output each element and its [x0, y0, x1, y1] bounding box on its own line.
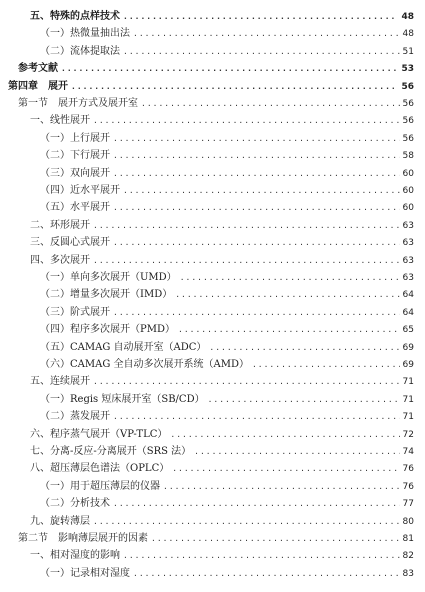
toc-entry-page-number: 82 — [402, 551, 414, 562]
dot-leader — [208, 392, 400, 408]
toc-entry — [30, 427, 414, 443]
dot-leader — [113, 131, 400, 147]
toc-entry — [8, 79, 414, 95]
toc-entry-title: （一）记录相对湿度 — [40, 567, 130, 579]
dot-leader — [61, 61, 398, 77]
toc-entry-page-number: 71 — [402, 394, 414, 405]
toc-entry-page-number: 56 — [402, 116, 414, 127]
toc-entry-title: 一、相对湿度的影响 — [30, 550, 120, 562]
toc-entry-page-number: 69 — [402, 342, 414, 353]
toc-entry-page-number: 60 — [402, 168, 414, 179]
toc-entry-page-number: 56 — [402, 99, 414, 109]
toc-entry-title: 五、连续展开 — [30, 376, 90, 388]
toc-entry — [40, 322, 414, 338]
toc-entry — [30, 514, 414, 530]
toc-entry-title: （二）下行展开 — [40, 150, 110, 162]
toc-entry-title: （三）双向展开 — [40, 167, 110, 179]
toc-entry-page-number: 69 — [402, 360, 414, 370]
dot-leader — [113, 496, 400, 512]
toc-entry — [18, 531, 414, 547]
toc-entry-title: （五）水平展开 — [40, 202, 110, 214]
dot-leader — [123, 44, 400, 60]
toc-entry — [40, 392, 414, 408]
toc-entry-title: （一）单向多次展开（UMD） — [40, 272, 177, 283]
toc-entry-page-number: 58 — [402, 151, 414, 162]
dot-leader — [93, 113, 400, 129]
dot-leader — [175, 287, 399, 303]
toc-entry-title: （一）Regis 短床展开室（SB/CD） — [40, 393, 205, 405]
dot-leader — [178, 322, 400, 338]
toc-entry — [40, 566, 414, 582]
dot-leader — [180, 270, 400, 286]
toc-entry-title: 五、特殊的点样技术 — [30, 11, 120, 22]
toc-entry — [40, 200, 414, 216]
toc-entry — [40, 44, 414, 60]
toc-entry-page-number: 60 — [402, 186, 414, 196]
toc-entry — [30, 113, 414, 129]
toc-entry-title: 八、超压薄层色谱法（OPLC） — [30, 463, 170, 475]
toc-entry — [40, 357, 414, 373]
toc-entry — [30, 548, 414, 564]
toc-entry-title: 七、分离-反应-分离展开（SRS 法） — [30, 446, 192, 457]
toc-entry-title: 第二节 影响薄层展开的因素 — [18, 533, 148, 544]
toc-entry-title: （一）上行展开 — [40, 132, 110, 144]
toc-entry-title: 二、环形展开 — [30, 219, 90, 231]
dot-leader — [194, 444, 399, 460]
toc-entry-page-number: 63 — [402, 220, 414, 231]
toc-entry-page-number: 77 — [402, 499, 414, 510]
dot-leader — [93, 514, 400, 530]
toc-entry — [40, 340, 414, 356]
toc-entry-page-number: 56 — [402, 133, 414, 144]
dot-leader — [252, 357, 400, 373]
toc-entry — [30, 444, 414, 460]
toc-entry-page-number: 56 — [401, 81, 414, 92]
toc-entry-title: 第四章 展开 — [8, 80, 68, 92]
toc-entry-page-number: 65 — [402, 325, 414, 336]
toc-entry — [40, 183, 414, 199]
toc-entry-title: 四、多次展开 — [30, 254, 90, 266]
toc-entry-page-number: 72 — [402, 429, 414, 440]
toc-entry-title: （二）蒸发展开 — [40, 411, 110, 423]
toc-entry — [18, 61, 414, 77]
toc-entry — [30, 235, 414, 251]
dot-leader — [113, 166, 400, 182]
dot-leader — [113, 200, 400, 216]
toc-entry-page-number: 64 — [402, 307, 414, 318]
toc-entry — [30, 253, 414, 269]
toc-entry — [40, 496, 414, 512]
toc-entry — [30, 461, 414, 477]
dot-leader — [209, 340, 399, 356]
dot-leader — [123, 548, 400, 564]
toc-entry-title: 九、旋转薄层 — [30, 515, 90, 527]
dot-leader — [170, 427, 399, 443]
dot-leader — [151, 531, 400, 547]
toc-entry-title: （二）分析技术 — [40, 498, 110, 510]
toc-entry-page-number: 74 — [402, 447, 414, 457]
toc-entry-title: （一）热微量抽出法 — [40, 28, 130, 40]
dot-leader — [113, 235, 400, 251]
dot-leader — [113, 409, 400, 425]
toc-entry-title: （三）阶式展开 — [40, 306, 110, 318]
toc-entry — [40, 270, 414, 286]
toc-entry — [40, 166, 414, 182]
toc-entry — [40, 148, 414, 164]
toc-entry-title: （二）增量多次展开（IMD） — [40, 289, 173, 301]
toc-entry-title: （一）用于超压薄层的仪器 — [40, 480, 160, 492]
dot-leader — [163, 479, 400, 495]
toc-entry — [40, 409, 414, 425]
toc-entry-title: 六、程序蒸气展开（VP-TLC） — [30, 428, 168, 440]
dot-leader — [113, 148, 400, 164]
toc-entry-page-number: 76 — [402, 464, 414, 475]
toc-entry-page-number: 51 — [402, 46, 414, 57]
dot-leader — [133, 26, 400, 42]
toc-entry-page-number: 76 — [402, 481, 414, 492]
toc-entry — [40, 26, 414, 42]
toc-entry-page-number: 60 — [402, 203, 414, 214]
toc-entry-title: （四）程序多次展开（PMD） — [40, 324, 175, 336]
toc-entry-title: （四）近水平展开 — [40, 185, 120, 196]
dot-leader — [93, 253, 400, 269]
toc-entry — [40, 287, 414, 303]
dot-leader — [93, 374, 400, 390]
toc-entry — [40, 131, 414, 147]
toc-entry — [30, 218, 414, 234]
toc-entry-page-number: 63 — [402, 273, 414, 283]
toc-entry-page-number: 48 — [402, 29, 414, 40]
toc-entry-page-number: 64 — [402, 290, 414, 301]
toc-entry-page-number: 71 — [402, 377, 414, 388]
toc-entry — [18, 96, 414, 112]
toc-entry — [30, 374, 414, 390]
toc-entry — [40, 479, 414, 495]
dot-leader — [71, 79, 398, 95]
toc-entry-page-number: 83 — [402, 568, 414, 579]
dot-leader — [113, 305, 400, 321]
toc-entry — [30, 9, 414, 25]
toc-entry-title: 一、线性展开 — [30, 115, 90, 127]
toc-entry-page-number: 71 — [402, 412, 414, 423]
toc-entry-title: （五）CAMAG 自动展开室（ADC） — [40, 341, 207, 353]
dot-leader — [172, 461, 399, 477]
dot-leader — [123, 9, 398, 25]
toc-entry-title: 三、反圆心式展开 — [30, 237, 110, 249]
toc-entry-title: （六）CAMAG 全自动多次展开系统（AMD） — [40, 359, 249, 370]
dot-leader — [141, 96, 400, 112]
toc-entry-page-number: 80 — [402, 516, 414, 527]
toc-entry — [40, 305, 414, 321]
toc-entry-page-number: 63 — [402, 255, 414, 266]
dot-leader — [133, 566, 400, 582]
dot-leader — [123, 183, 400, 199]
toc-entry-title: 第一节 展开方式及展开室 — [18, 98, 138, 109]
toc-entry-page-number: 63 — [402, 238, 414, 249]
toc-entry-page-number: 81 — [402, 534, 414, 544]
toc-entry-page-number: 53 — [401, 64, 414, 75]
toc-entry-title: （二）流体提取法 — [40, 45, 120, 57]
dot-leader — [93, 218, 400, 234]
toc-entry-page-number: 48 — [401, 12, 414, 22]
toc-entry-title: 参考文献 — [18, 63, 58, 75]
